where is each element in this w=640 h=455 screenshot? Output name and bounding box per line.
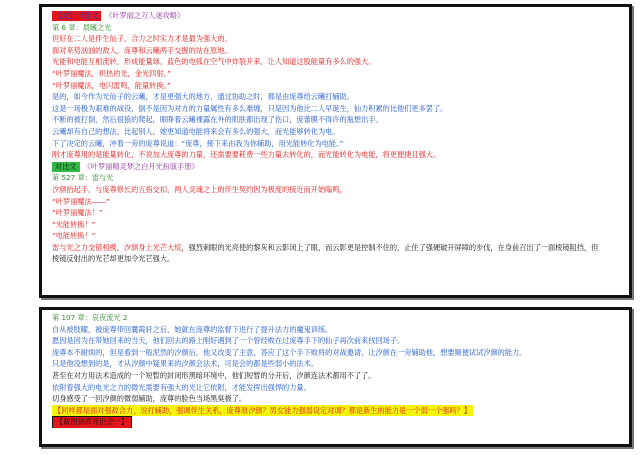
paragraph: 云曦却有自己的想法，比起别人，她更知道电能将来会有多么的强大，而光能够转化为电。 — [52, 126, 340, 136]
quote: “叶罗丽魔法——” — [52, 196, 110, 206]
paragraph: 切身感受了一回汐颜的微弱辅助，庞尊的脸色当场黑臭极了。 — [52, 394, 247, 404]
chapter-title: 第 6 章：晨曦之光 — [52, 22, 112, 32]
paragraph: 汐颜抬起手，与庞尊修长的五指交扣，两人灵魂之上的伴生契约因为极度的接近而开始嗡鸣， — [52, 184, 347, 194]
paragraph: 自从被肢曜，被庞尊带回曩霞轩之后，她就在庞尊的监督下进行了提升法力的魔鬼训练。 — [52, 324, 333, 334]
paragraph: 依附着强大的电光之力的微光需要有强大的光让它依附，才能发挥出强悍的力量。 — [52, 382, 311, 392]
comparison-header — [52, 161, 623, 173]
comparison-title: 《叶罗丽精灵梦之白月光扮演手册》 — [83, 161, 199, 171]
paragraph: 面对来势汹汹的敌人，庞尊和云曦两手交握的站在原地。 — [52, 45, 232, 55]
paragraph-rest: 强烈刺眼的光亮使的黎灰和云影闭上了眼，而云影更是控制不住的，止住了强硬破开屏障的步伐，在身前召出了一面棱镜阻挡，但 — [188, 242, 599, 252]
excerpt-panel — [39, 4, 632, 298]
paragraph: 刚才庞尊用的是能量转化，不说加大庞尊的力量，还需要要耗费一些力量去转化的，而光能转化为电能，将更便捷且强大。 — [52, 150, 441, 160]
paragraph: 棱镜反射出的光芒却更加令光芒强大。 — [52, 254, 175, 264]
quote: “叶罗丽魔法，电闪雷鸣，能量转换。” — [52, 80, 171, 90]
quote: “叶罗丽魔法！” — [52, 208, 103, 218]
quote: “电能转换！” — [52, 231, 96, 241]
chapter-title: 第 527 章：雷与光 — [52, 173, 114, 183]
paragraph: 是的，如今作为光仙子的云曦，才是更强大的地方，通过协助之时，都是由庞尊给云曦打辅助。 — [52, 92, 354, 102]
paragraph: 只是他没想到的是，才从汐颜中疑果来的汐颜会法术，可是会的都是些弱小的法术。 — [52, 359, 318, 369]
paragraph: 不断的被打倒，然后很狼的爬起，眼睁着云曦裸露在外的肌肤都出现了伤口，庞蕾膜不得许的瓶想出手。 — [52, 115, 383, 125]
analysis-note-row — [52, 405, 623, 417]
paragraph: 下了决定的云曦，冲着一旁的庞尊说道：“庞尊，接下来由我为你辅助，用光能转化为电能。” — [52, 138, 344, 148]
excerpt-title: 《叶罗丽之万人迷攻略》 — [105, 11, 185, 20]
excerpt-tag: 【交】节选文 — [52, 11, 101, 21]
footer-tag: 【截图到底导出会一】 — [52, 416, 132, 428]
footer-row — [52, 416, 623, 428]
paragraph: 庞尊本不耐烦的，但是看到一般泥然的汐颜后，他又改变了主意，答应了这个手下败将的对战邀请，让汐颜在一旁辅助他，想要顺便试试汐颜的能力。 — [52, 347, 527, 357]
paragraph: 甚至在对方用法术造成的一个短暂的封闭形黑暗环境中，他们短暂的分开后，汐颜连法术都用不了了。 — [52, 370, 376, 380]
comparison-panel — [39, 307, 632, 447]
comparison-tag: 对比文 — [52, 162, 80, 172]
chapter-title: 第 107 章：哀夜流光 2 — [52, 313, 128, 322]
paragraph-highlight: 雷与光之力交错相携，汐颜身上光芒大绽， — [52, 242, 189, 252]
quote: “光能转换！” — [52, 219, 96, 229]
analysis-note: 【同样都是面对强敌合力，说打辅助，强调伴生关系，庞尊原汐颜？男女能力强弱设定对调？都是新生的能力是一个弱一个强吗？】 — [54, 405, 471, 415]
paragraph: 愿因是因为在带她回来的当天，他们回去的路上刚好遇到了一个曾经败在过庞尊手下的仙子再次前来找回场子。 — [52, 336, 405, 346]
paragraph: 但好在二人是伴生仙子，合力之时实力才是最为强大的。 — [52, 34, 232, 44]
excerpt-header — [52, 10, 623, 22]
paragraph: 这是一场极为艰难的战役，倒不是因为对方的力量属性有多么难缠，只是因为他比二人早诞生，仙力积累的比他们更多罢了。 — [52, 103, 448, 113]
paragraph — [52, 242, 623, 254]
paragraph: 光能和电能互相流转，形成能量球，蓝色的电弧在空气中炸裂开来，让人知道这股能量有多么的强大。 — [52, 57, 376, 67]
quote: “叶罗丽魔法，炽热的光，金光四射。” — [52, 68, 171, 78]
